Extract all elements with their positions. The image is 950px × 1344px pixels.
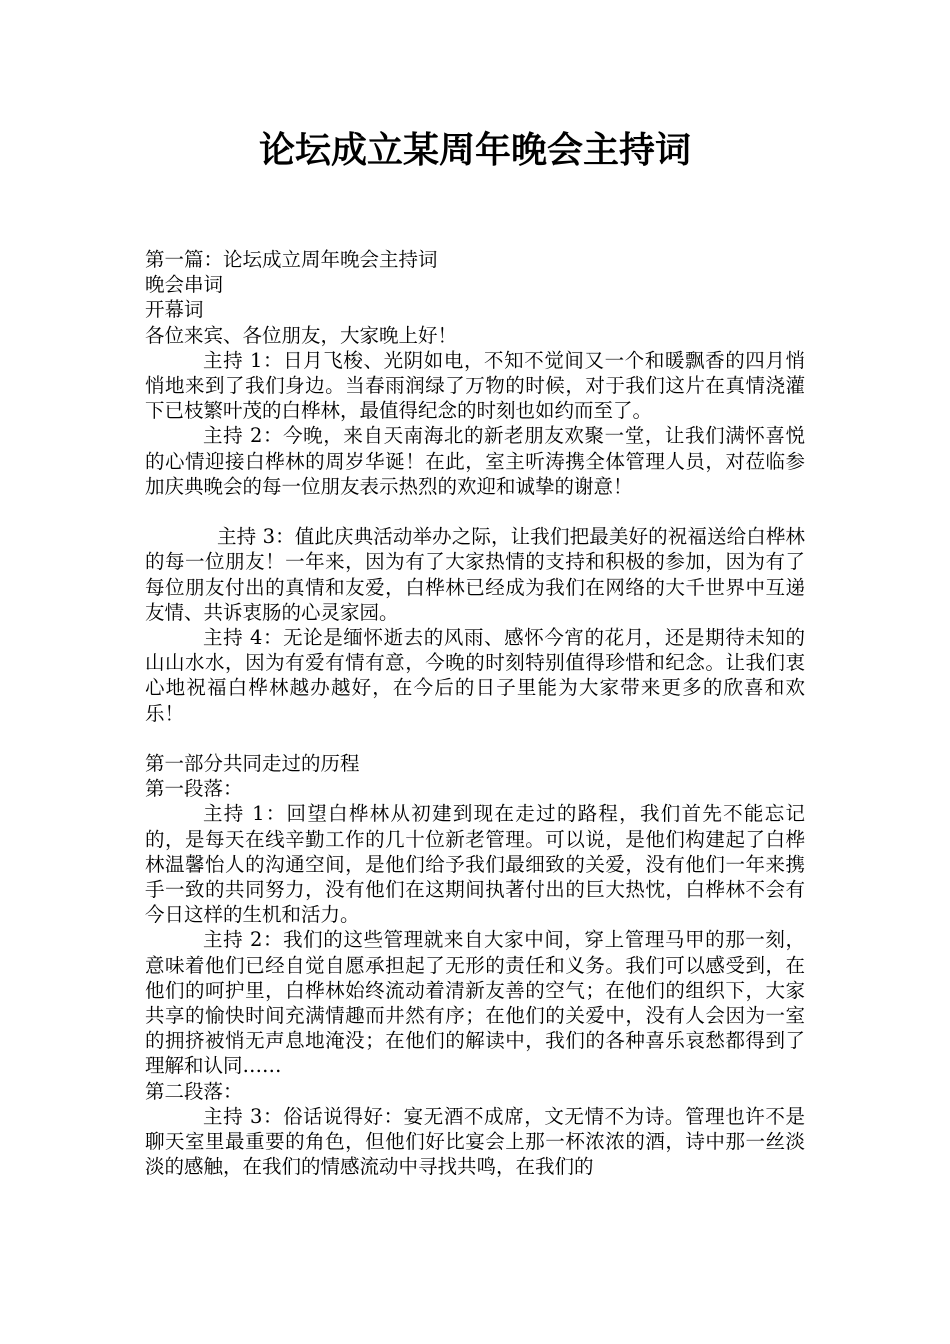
segment1-label: 第一段落： [145, 777, 243, 801]
article-subtitle: 第一篇：论坛成立周年晚会主持词 [145, 248, 438, 271]
document-body [145, 247, 805, 1179]
paragraph-segment1-host2: 主持 2：我们的这些管理就来自大家中间，穿上管理马甲的那一刻，意味着他们已经自觉自愿承担起了无形的责任和义务。我们可以感受到，在他们的呵护里，白桦林始终流动着清新友善的空气；在他们的组织下，大家共享的愉快时间充满情趣而井然有序；在他们的关爱中，没有人会因为一室的拥挤被悄无声息地淹没；在他们的解读中，我们的各种喜乐哀愁都得到了理解和认同…… [145, 928, 805, 1078]
opening-label: 开幕词 [145, 298, 204, 322]
paragraph-segment1-host1: 主持 1：回望白桦林从初建到现在走过的路程，我们首先不能忘记的，是每天在线辛勤工作的几十位新老管理。可以说，是他们构建起了白桦林温馨怡人的沟通空间，是他们给予我们最细致的关爱，没有他们一年来携手一致的共同努力，没有他们在这期间执著付出的巨大热忱，白桦林不会有今日这样的生机和活力。 [145, 802, 805, 927]
paragraph-host1-opening: 主持 1：日月飞梭、光阴如电，不知不觉间又一个和暖飘香的四月悄悄地来到了我们身边。当春雨润绿了万物的时候，对于我们这片在真情浇灌下已枝繁叶茂的白桦林，最值得纪念的时刻也如约而至了。 [145, 348, 805, 423]
document-title: 论坛成立某周年晚会主持词 [258, 130, 691, 171]
paragraph-segment2-host3: 主持 3：俗话说得好：宴无酒不成席，文无情不为诗。管理也许不是聊天室里最重要的角色，但他们好比宴会上那一杯浓浓的酒，诗中那一丝淡淡的感触，在我们的情感流动中寻找共鸣，在我们的 [145, 1104, 805, 1179]
paragraph-host4-opening: 主持 4：无论是缅怀逝去的风雨、感怀今宵的花月，还是期待未知的山山水水，因为有爱有情有意，今晚的时刻特别值得珍惜和纪念。让我们衷心地祝福白桦林越办越好，在今后的日子里能为大家带来更多的欣喜和欢乐！ [145, 626, 805, 725]
greeting-line: 各位来宾、各位朋友，大家晚上好！ [145, 323, 458, 347]
part1-title: 第一部分共同走过的历程 [145, 752, 360, 776]
paragraph-host3-opening: 主持 3：值此庆典活动举办之际，让我们把最美好的祝福送给白桦林的每一位朋友！一年来，因为有了大家热情的支持和积极的参加，因为有了每位朋友付出的真情和友爱，白桦林已经成为我们在网络的大千世界中互递友情、共诉衷肠的心灵家园。 [145, 525, 805, 624]
paragraph-host2-opening: 主持 2：今晚，来自天南海北的新老朋友欢聚一堂，让我们满怀喜悦的心情迎接白桦林的周岁华诞！在此，室主听涛携全体管理人员，对莅临参加庆典晚会的每一位朋友表示热烈的欢迎和诚挚的谢意！ [145, 424, 805, 498]
section-label: 晚会串词 [145, 273, 224, 297]
blank-line [145, 499, 805, 524]
blank-line [145, 726, 805, 751]
segment2-label: 第二段落： [145, 1079, 243, 1103]
